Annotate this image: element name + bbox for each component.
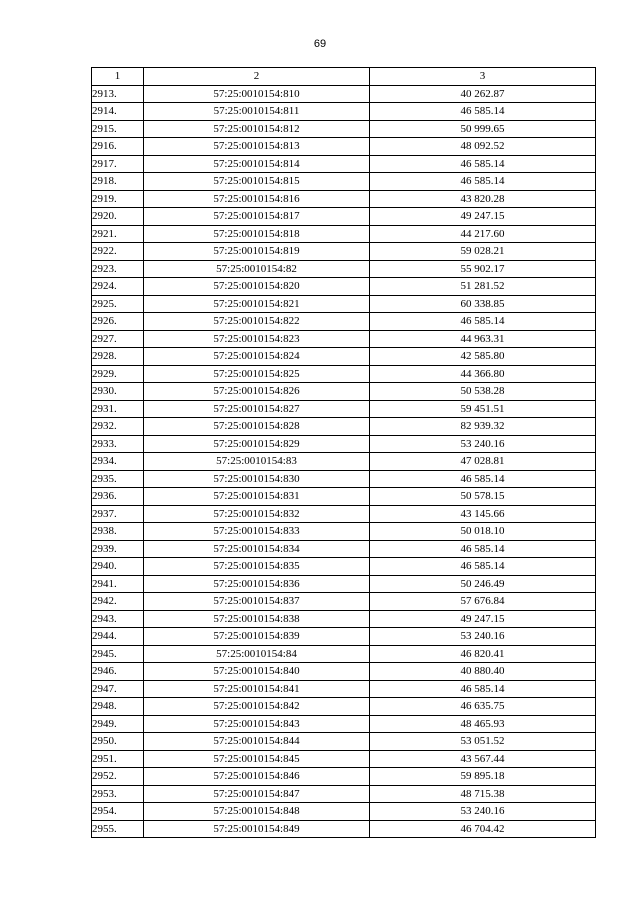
value-cell: 53 240.16: [370, 628, 596, 646]
cadastral-number-cell: 57:25:0010154:812: [144, 120, 370, 138]
row-number-cell: 2919.: [92, 190, 144, 208]
table-row: [92, 365, 596, 383]
cadastral-number-cell: 57:25:0010154:821: [144, 295, 370, 313]
cadastral-number-cell: 57:25:0010154:825: [144, 365, 370, 383]
value-cell: 43 567.44: [370, 750, 596, 768]
value-cell: 48 092.52: [370, 138, 596, 156]
table-row: [92, 628, 596, 646]
cadastral-number-cell: 57:25:0010154:811: [144, 103, 370, 121]
value-cell: 59 028.21: [370, 243, 596, 261]
cadastral-number-cell: 57:25:0010154:846: [144, 768, 370, 786]
value-cell: 50 018.10: [370, 523, 596, 541]
table-row: [92, 348, 596, 366]
value-cell: 53 051.52: [370, 733, 596, 751]
row-number-cell: 2949.: [92, 715, 144, 733]
cadastral-number-cell: 57:25:0010154:824: [144, 348, 370, 366]
value-cell: 57 676.84: [370, 593, 596, 611]
row-number-cell: 2946.: [92, 663, 144, 681]
table-row: [92, 85, 596, 103]
value-cell: 46 585.14: [370, 558, 596, 576]
cadastral-number-cell: 57:25:0010154:82: [144, 260, 370, 278]
table-row: [92, 225, 596, 243]
column-header-1: 1: [92, 68, 144, 86]
row-number-cell: 2941.: [92, 575, 144, 593]
cadastral-number-cell: 57:25:0010154:820: [144, 278, 370, 296]
cadastral-number-cell: 57:25:0010154:843: [144, 715, 370, 733]
row-number-cell: 2953.: [92, 785, 144, 803]
value-cell: 46 585.14: [370, 173, 596, 191]
cadastral-number-cell: 57:25:0010154:827: [144, 400, 370, 418]
value-cell: 60 338.85: [370, 295, 596, 313]
cadastral-number-cell: 57:25:0010154:840: [144, 663, 370, 681]
table-row: [92, 383, 596, 401]
column-header-2: 2: [144, 68, 370, 86]
value-cell: 44 963.31: [370, 330, 596, 348]
row-number-cell: 2917.: [92, 155, 144, 173]
table-row: [92, 435, 596, 453]
value-cell: 50 538.28: [370, 383, 596, 401]
value-cell: 40 880.40: [370, 663, 596, 681]
value-cell: 46 585.14: [370, 103, 596, 121]
row-number-cell: 2955.: [92, 820, 144, 838]
table-row: [92, 575, 596, 593]
table-row: [92, 680, 596, 698]
value-cell: 42 585.80: [370, 348, 596, 366]
row-number-cell: 2947.: [92, 680, 144, 698]
value-cell: 40 262.87: [370, 85, 596, 103]
cadastral-number-cell: 57:25:0010154:841: [144, 680, 370, 698]
table-row: [92, 540, 596, 558]
row-number-cell: 2942.: [92, 593, 144, 611]
row-number-cell: 2950.: [92, 733, 144, 751]
table-row: [92, 453, 596, 471]
table-row: [92, 243, 596, 261]
row-number-cell: 2933.: [92, 435, 144, 453]
table-row: [92, 523, 596, 541]
row-number-cell: 2920.: [92, 208, 144, 226]
cadastral-number-cell: 57:25:0010154:842: [144, 698, 370, 716]
table-row: [92, 470, 596, 488]
value-cell: 43 145.66: [370, 505, 596, 523]
cadastral-number-cell: 57:25:0010154:847: [144, 785, 370, 803]
cadastral-number-cell: 57:25:0010154:814: [144, 155, 370, 173]
value-cell: 55 902.17: [370, 260, 596, 278]
table-body: [92, 85, 596, 838]
value-cell: 46 585.14: [370, 540, 596, 558]
row-number-cell: 2951.: [92, 750, 144, 768]
value-cell: 46 585.14: [370, 680, 596, 698]
cadastral-number-cell: 57:25:0010154:837: [144, 593, 370, 611]
cadastral-number-cell: 57:25:0010154:817: [144, 208, 370, 226]
column-header-3: 3: [370, 68, 596, 86]
row-number-cell: 2929.: [92, 365, 144, 383]
table-row: [92, 208, 596, 226]
table-row: [92, 155, 596, 173]
table-row: [92, 593, 596, 611]
row-number-cell: 2924.: [92, 278, 144, 296]
value-cell: 47 028.81: [370, 453, 596, 471]
table-row: [92, 803, 596, 821]
row-number-cell: 2943.: [92, 610, 144, 628]
page-number: 69: [313, 38, 327, 50]
cadastral-number-cell: 57:25:0010154:810: [144, 85, 370, 103]
cadastral-number-cell: 57:25:0010154:830: [144, 470, 370, 488]
cadastral-number-cell: 57:25:0010154:833: [144, 523, 370, 541]
cadastral-number-cell: 57:25:0010154:832: [144, 505, 370, 523]
row-number-cell: 2952.: [92, 768, 144, 786]
row-number-cell: 2954.: [92, 803, 144, 821]
value-cell: 50 578.15: [370, 488, 596, 506]
cadastral-number-cell: 57:25:0010154:815: [144, 173, 370, 191]
table-header-row: [92, 68, 596, 86]
cadastral-number-cell: 57:25:0010154:839: [144, 628, 370, 646]
table-row: [92, 645, 596, 663]
value-cell: 59 451.51: [370, 400, 596, 418]
row-number-cell: 2922.: [92, 243, 144, 261]
row-number-cell: 2925.: [92, 295, 144, 313]
cadastral-number-cell: 57:25:0010154:813: [144, 138, 370, 156]
row-number-cell: 2931.: [92, 400, 144, 418]
cadastral-number-cell: 57:25:0010154:826: [144, 383, 370, 401]
value-cell: 46 820.41: [370, 645, 596, 663]
cadastral-number-cell: 57:25:0010154:819: [144, 243, 370, 261]
row-number-cell: 2923.: [92, 260, 144, 278]
value-cell: 46 585.14: [370, 155, 596, 173]
table-row: [92, 173, 596, 191]
row-number-cell: 2932.: [92, 418, 144, 436]
cadastral-number-cell: 57:25:0010154:844: [144, 733, 370, 751]
value-cell: 50 999.65: [370, 120, 596, 138]
value-cell: 44 217.60: [370, 225, 596, 243]
cadastral-number-cell: 57:25:0010154:831: [144, 488, 370, 506]
table-row: [92, 505, 596, 523]
table-row: [92, 698, 596, 716]
cadastral-number-cell: 57:25:0010154:828: [144, 418, 370, 436]
table-row: [92, 278, 596, 296]
value-cell: 48 465.93: [370, 715, 596, 733]
cadastral-number-cell: 57:25:0010154:835: [144, 558, 370, 576]
table-row: [92, 488, 596, 506]
value-cell: 51 281.52: [370, 278, 596, 296]
value-cell: 49 247.15: [370, 610, 596, 628]
row-number-cell: 2936.: [92, 488, 144, 506]
cadastral-number-cell: 57:25:0010154:823: [144, 330, 370, 348]
table-row: [92, 663, 596, 681]
row-number-cell: 2937.: [92, 505, 144, 523]
value-cell: 49 247.15: [370, 208, 596, 226]
row-number-cell: 2934.: [92, 453, 144, 471]
table-row: [92, 120, 596, 138]
table-row: [92, 103, 596, 121]
value-cell: 82 939.32: [370, 418, 596, 436]
cadastral-number-cell: 57:25:0010154:829: [144, 435, 370, 453]
value-cell: 59 895.18: [370, 768, 596, 786]
cadastral-value-table: [91, 67, 596, 838]
value-cell: 53 240.16: [370, 803, 596, 821]
row-number-cell: 2944.: [92, 628, 144, 646]
row-number-cell: 2945.: [92, 645, 144, 663]
cadastral-number-cell: 57:25:0010154:816: [144, 190, 370, 208]
value-cell: 53 240.16: [370, 435, 596, 453]
cadastral-number-cell: 57:25:0010154:849: [144, 820, 370, 838]
value-cell: 50 246.49: [370, 575, 596, 593]
table-row: [92, 330, 596, 348]
row-number-cell: 2935.: [92, 470, 144, 488]
cadastral-number-cell: 57:25:0010154:845: [144, 750, 370, 768]
value-cell: 46 585.14: [370, 313, 596, 331]
cadastral-number-cell: 57:25:0010154:818: [144, 225, 370, 243]
table-row: [92, 313, 596, 331]
row-number-cell: 2914.: [92, 103, 144, 121]
row-number-cell: 2926.: [92, 313, 144, 331]
row-number-cell: 2921.: [92, 225, 144, 243]
table-row: [92, 750, 596, 768]
row-number-cell: 2948.: [92, 698, 144, 716]
row-number-cell: 2939.: [92, 540, 144, 558]
table-row: [92, 295, 596, 313]
value-cell: 48 715.38: [370, 785, 596, 803]
table-row: [92, 610, 596, 628]
row-number-cell: 2918.: [92, 173, 144, 191]
cadastral-number-cell: 57:25:0010154:834: [144, 540, 370, 558]
cadastral-number-cell: 57:25:0010154:84: [144, 645, 370, 663]
value-cell: 46 704.42: [370, 820, 596, 838]
table-row: [92, 820, 596, 838]
cadastral-number-cell: 57:25:0010154:822: [144, 313, 370, 331]
table-row: [92, 190, 596, 208]
table-row: [92, 260, 596, 278]
value-cell: 44 366.80: [370, 365, 596, 383]
table-row: [92, 418, 596, 436]
cadastral-number-cell: 57:25:0010154:848: [144, 803, 370, 821]
table-row: [92, 138, 596, 156]
table-row: [92, 785, 596, 803]
table-row: [92, 733, 596, 751]
cadastral-number-cell: 57:25:0010154:838: [144, 610, 370, 628]
row-number-cell: 2916.: [92, 138, 144, 156]
table-row: [92, 400, 596, 418]
value-cell: 46 585.14: [370, 470, 596, 488]
cadastral-number-cell: 57:25:0010154:836: [144, 575, 370, 593]
row-number-cell: 2913.: [92, 85, 144, 103]
row-number-cell: 2938.: [92, 523, 144, 541]
table-row: [92, 715, 596, 733]
cadastral-number-cell: 57:25:0010154:83: [144, 453, 370, 471]
table-row: [92, 768, 596, 786]
row-number-cell: 2927.: [92, 330, 144, 348]
row-number-cell: 2940.: [92, 558, 144, 576]
row-number-cell: 2915.: [92, 120, 144, 138]
value-cell: 46 635.75: [370, 698, 596, 716]
row-number-cell: 2930.: [92, 383, 144, 401]
value-cell: 43 820.28: [370, 190, 596, 208]
row-number-cell: 2928.: [92, 348, 144, 366]
table-row: [92, 558, 596, 576]
